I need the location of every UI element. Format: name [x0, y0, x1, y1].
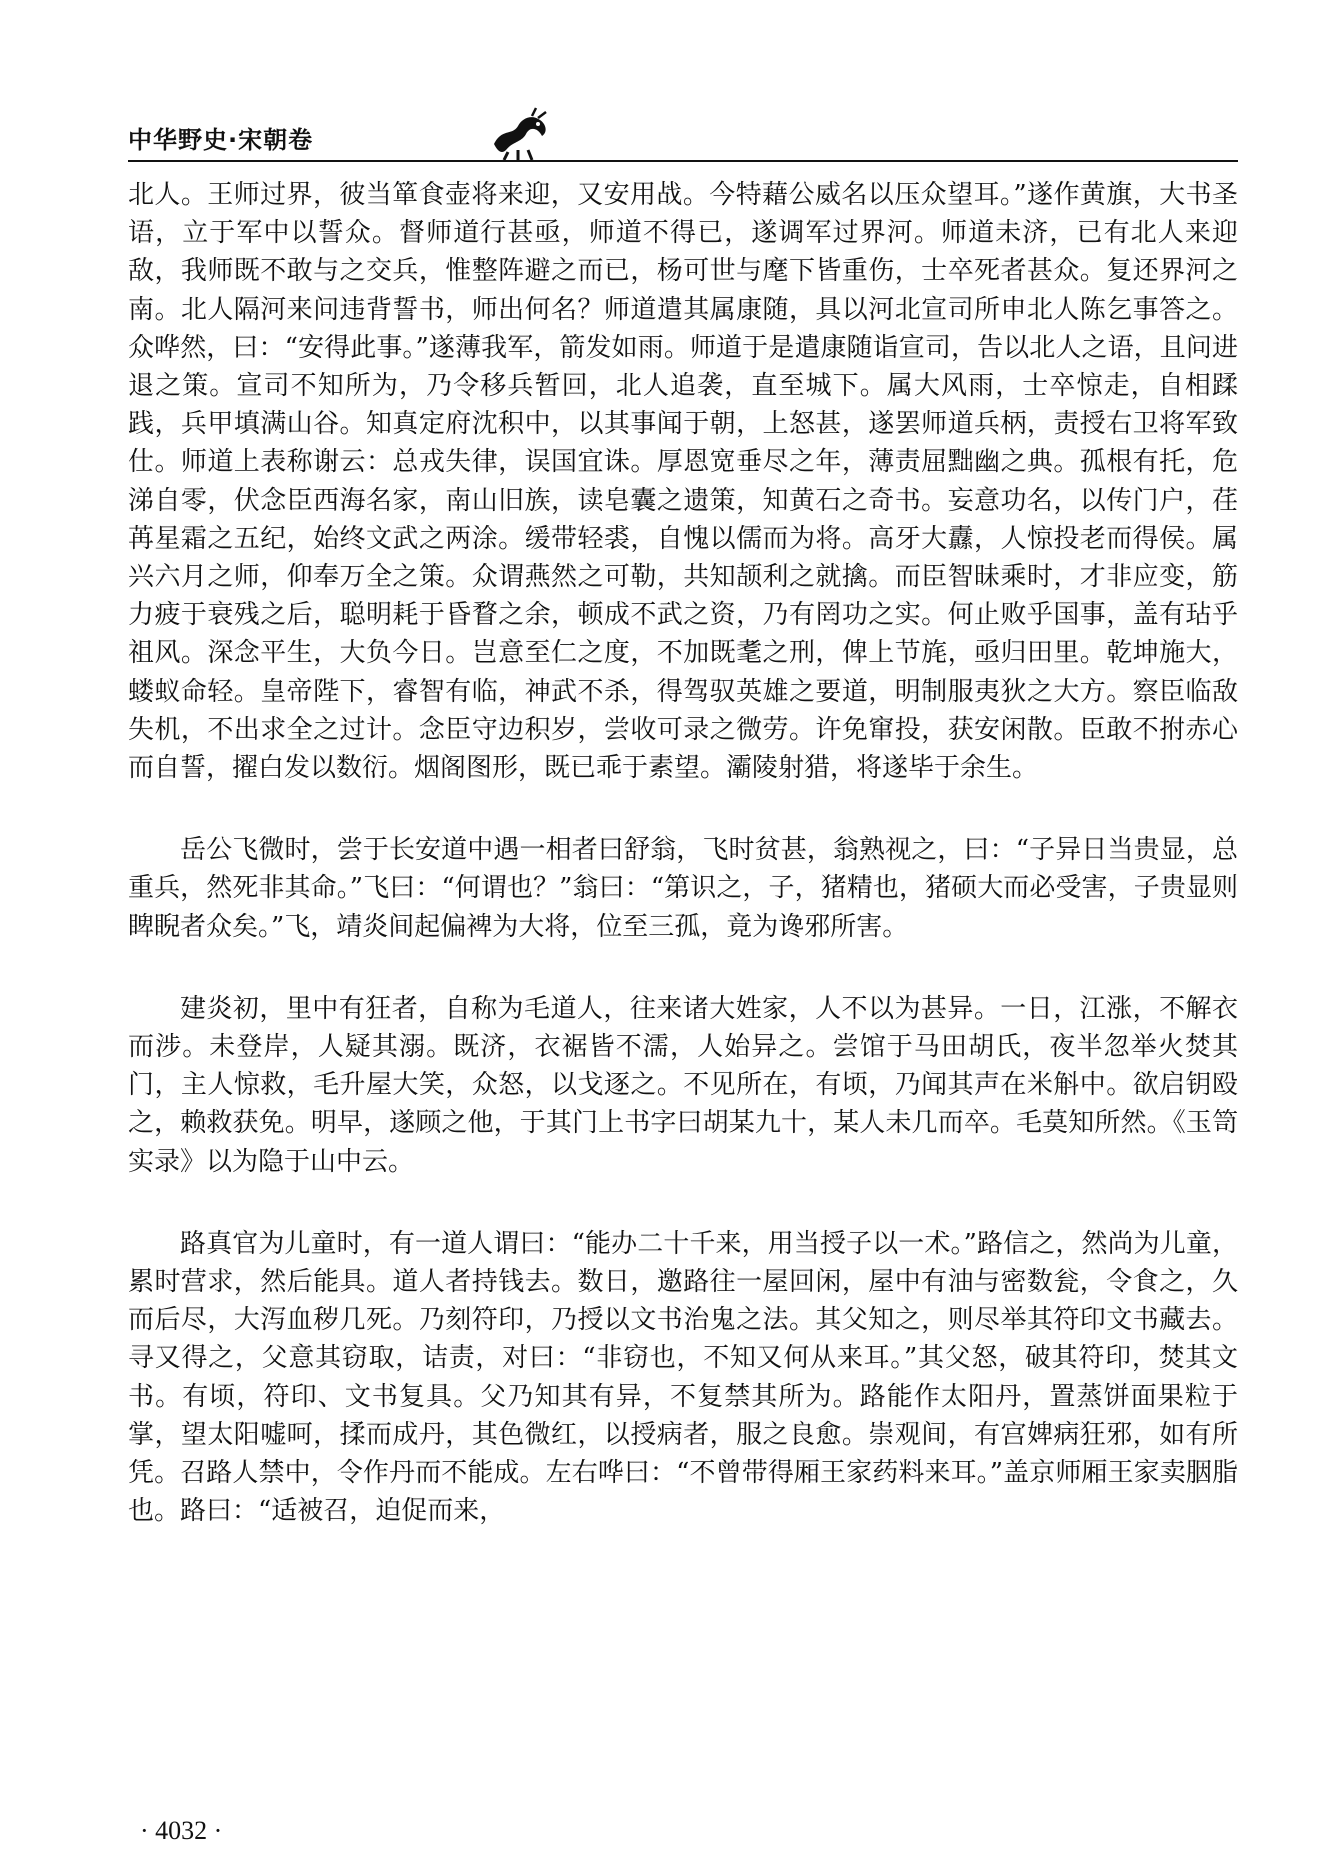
- dragon-emblem-icon: [488, 106, 552, 162]
- book-title: 中华野史·宋朝卷: [128, 126, 314, 154]
- paragraph-lu-zhenguan: 路真官为儿童时，有一道人谓曰：“能办二十千来，用当授子以一术。”路信之，然尚为儿童，累时营求，然后能具。道人者持钱去。数日，邀路往一屋回闲，屋中有油与密数瓮，令食之，久而后尽，大泻血秽几死。乃刻符印，乃授以文书治鬼之法。其父知之，则尽举其符印文书藏去。寻又得之，父意其窃取，诘责，对曰：“非窃也，不知又何从来耳。”其父怒，破其符印，焚其文书。有顷，符印、文书复具。父乃知其有异，不复禁其所为。路能作太阳丹，置蒸饼面果粒于掌，望太阳嘘呵，揉而成丹，其色微红，以授病者，服之良愈。崇观间，有宫婢病狂邪，如有所凭。召路人禁中，令作丹而不能成。左右哗曰：“不曾带得厢王家药料来耳。”盖京师厢王家卖胭脂也。路曰：“适被召，迫促而来，: [128, 1228, 1238, 1527]
- header-rule: [128, 160, 1238, 162]
- page-number: · 4032 ·: [140, 1816, 223, 1845]
- paragraph-yue-fei: 岳公飞微时，尝于长安道中遇一相者曰舒翁，飞时贫甚，翁熟视之，曰：“子异日当贵显，总重兵，然死非其命。”飞曰：“何谓也？”翁曰：“第识之，子，猪精也，猪硕大而必受害，子贵显则睥睨者众矣。”飞，靖炎间起偏裨为大将，位至三孤，竟为谗邪所害。: [128, 835, 1238, 942]
- body-text: [128, 176, 1238, 1531]
- running-header: [128, 106, 1238, 166]
- paragraph-continued: 北人。王师过界，彼当箪食壶将来迎，又安用战。今特藉公威名以压众望耳。”遂作黄旗，大书圣语，立于军中以誓众。督师道行甚亟，师道不得已，遂调军过界河。师道未济，已有北人来迎敌，我师既不敢与之交兵，惟整阵避之而已，杨可世与麾下皆重伤，士卒死者甚众。复还界河之南。北人隔河来问违背誓书，师出何名？师道遣其属康随，具以河北宣司所申北人陈乞事答之。众哗然，曰：“安得此事。”遂薄我军，箭发如雨。师道于是遣康随诣宣司，告以北人之语，且问进退之策。宣司不知所为，乃令移兵暂回，北人追袭，直至城下。属大风雨，士卒惊走，自相蹂践，兵甲填满山谷。知真定府沈积中，以其事闻于朝，上怒甚，遂罢师道兵柄，责授右卫将军致仕。师道上表称谢云：总戎失律，误国宜诛。厚恩宽垂尽之年，薄责屈黜幽之典。孤根有托，危涕自零，伏念臣西海名家，南山旧族，读皂囊之遗策，知黄石之奇书。妄意功名，以传门户，荏苒星霜之五纪，始终文武之两涂。缓带轻裘，自愧以儒而为将。高牙大纛，人惊投老而得侯。属兴六月之师，仰奉万全之策。众谓燕然之可勒，共知颉利之就擒。而臣智昧乘时，才非应变，筋力疲于衰残之后，聪明耗于昏瞀之余，顿成不武之资，乃有罔功之实。何止败乎国事，盖有玷乎祖风。深念平生，大负今日。岂意至仁之度，不加既耄之刑，俾上节旄，亟归田里。乾坤施大，蝼蚁命轻。皇帝陛下，睿智有临，神武不杀，得驾驭英雄之要道，明制服夷狄之大方。察臣临敌失机，不出求全之过计。念臣守边积岁，尝收可录之微劳。许免窜投，获安闲散。臣敢不拊赤心而自誓，擢白发以数衍。烟阁图形，既已乖于素望。灞陵射猎，将遂毕于余生。: [128, 180, 1238, 784]
- paragraph-mao-daoren: 建炎初，里中有狂者，自称为毛道人，往来诸大姓家，人不以为甚异。一日，江涨，不解衣而涉。未登岸，人疑其溺。既济，衣裾皆不濡，人始异之。尝馆于马田胡氏，夜半忽举火焚其门，主人惊救，毛升屋大笑，众怒，以戈逐之。不见所在，有顷，乃闻其声在米斛中。欲启钥殴之，赖救获免。明早，遂顾之他，于其门上书字曰胡某九十，某人未几而卒。毛莫知所然。《玉笥实录》以为隐于山中云。: [128, 993, 1238, 1177]
